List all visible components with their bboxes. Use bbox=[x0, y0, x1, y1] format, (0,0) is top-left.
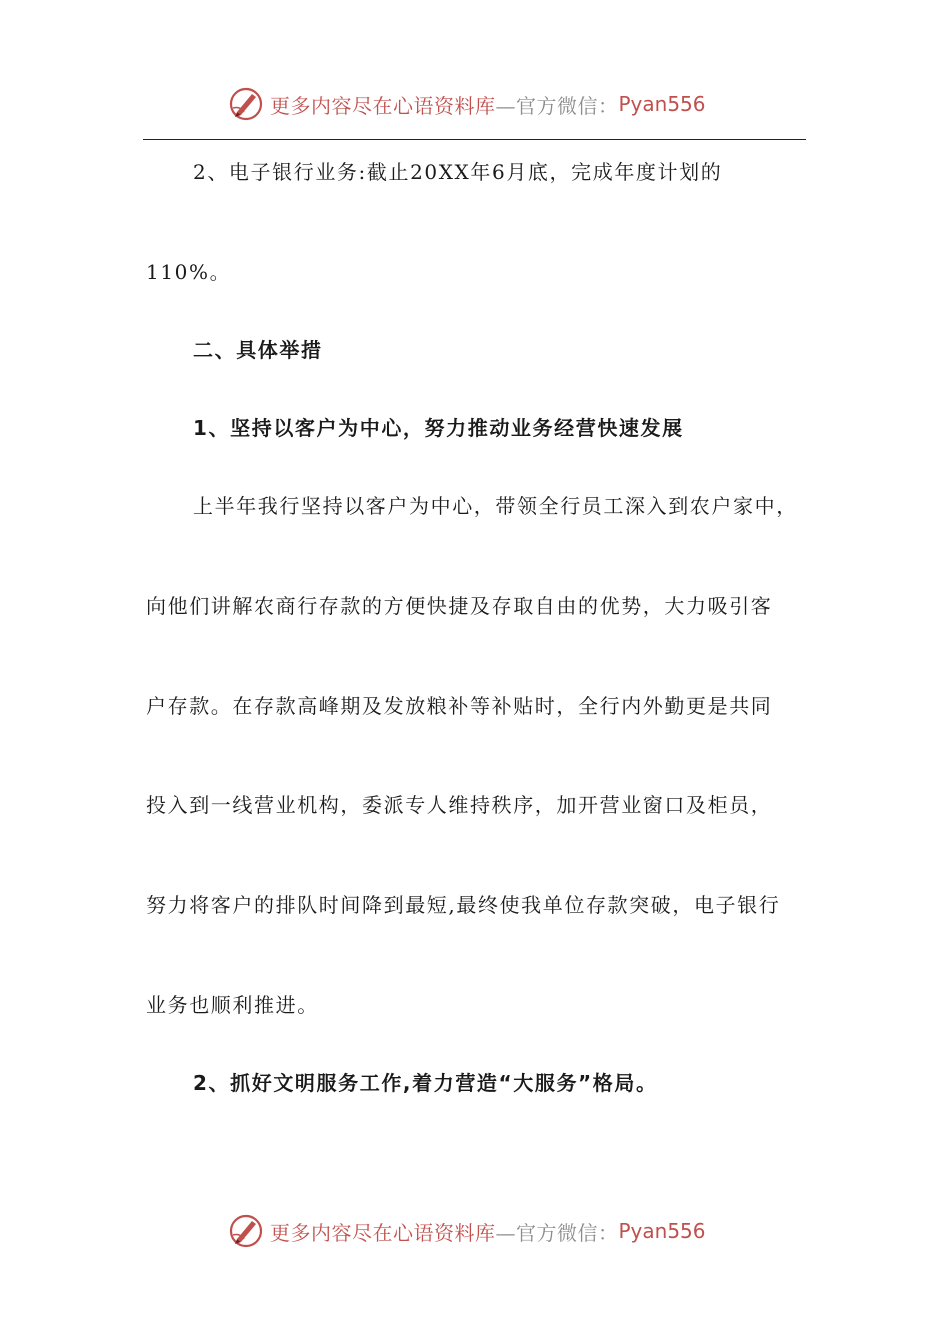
body-line-9: 努力将客户的排队时间降到最短,最终使我单位存款突破，电子银行 bbox=[146, 893, 781, 917]
footer-banner-content bbox=[228, 1211, 706, 1251]
header-banner-label: —官方微信： bbox=[495, 93, 619, 118]
body-line-6: 向他们讲解农商行存款的方便快捷及存取自由的优势，大力吸引客 bbox=[146, 594, 773, 618]
footer-banner-wechat-id: Pyan556 bbox=[618, 1219, 706, 1243]
section-heading: 二、具体举措 bbox=[193, 338, 323, 362]
header-banner bbox=[0, 84, 950, 124]
footer-banner-title: 更多内容尽在心语资料库 bbox=[270, 1220, 496, 1245]
body-line-7: 户存款。在存款高峰期及发放粮补等补贴时，全行内外勤更是共同 bbox=[146, 694, 773, 718]
subsection-heading-1: 1、坚持以客户为中心，努力推动业务经营快速发展 bbox=[193, 416, 684, 440]
body-line-5: 上半年我行坚持以客户为中心，带领全行员工深入到农户家中， bbox=[193, 494, 798, 518]
pen-logo-icon bbox=[228, 1213, 264, 1249]
header-banner-title: 更多内容尽在心语资料库 bbox=[270, 93, 496, 118]
footer-banner-label: —官方微信： bbox=[495, 1220, 619, 1245]
body-line-1: 2、电子银行业务:截止20XX年6月底，完成年度计划的 bbox=[193, 160, 723, 184]
header-banner-wechat-id: Pyan556 bbox=[618, 92, 706, 116]
body-line-2: 110%。 bbox=[146, 260, 232, 284]
pen-logo-icon bbox=[228, 86, 264, 122]
body-line-8: 投入到一线营业机构，委派专人维持秩序，加开营业窗口及柜员， bbox=[146, 793, 773, 817]
subsection-heading-2: 2、抓好文明服务工作,着力营造“大服务”格局。 bbox=[193, 1071, 658, 1095]
body-line-10: 业务也顺利推进。 bbox=[146, 993, 319, 1017]
footer-banner bbox=[0, 1211, 950, 1251]
header-banner-content bbox=[228, 84, 706, 124]
header-divider bbox=[143, 139, 806, 140]
